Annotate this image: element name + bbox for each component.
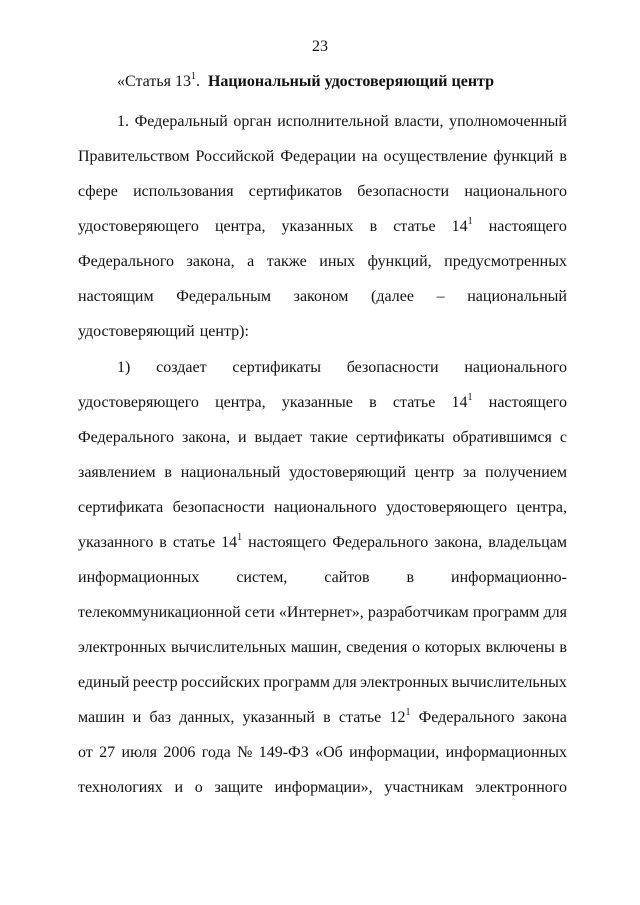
- word: закона,: [182, 429, 231, 446]
- word: российских: [180, 674, 261, 691]
- word: указанные: [281, 394, 353, 411]
- word: уполномоченный: [449, 113, 567, 130]
- paragraph1-line: [78, 322, 567, 342]
- word: в: [559, 639, 567, 656]
- word: получением: [485, 464, 567, 481]
- word: участникам: [384, 779, 464, 796]
- word: на: [361, 148, 378, 165]
- word: такие: [310, 429, 348, 446]
- paragraph2-line: [78, 463, 567, 483]
- paragraph2-line: [78, 778, 567, 798]
- paragraph2-line: [78, 428, 567, 448]
- word: функций,: [367, 253, 432, 270]
- word: настоящего: [488, 218, 567, 235]
- word: использования: [133, 183, 234, 200]
- page-number: 23: [312, 38, 328, 55]
- word: 2006: [163, 744, 196, 761]
- word: вычислительных: [170, 639, 287, 656]
- paragraph2-line: [78, 673, 567, 693]
- word: удостоверяющий: [289, 464, 406, 481]
- word: данных,: [179, 709, 235, 726]
- word: машин,: [290, 639, 342, 656]
- word: для: [333, 674, 357, 691]
- word: с: [559, 429, 567, 446]
- word: $14^1$: [451, 392, 473, 411]
- word: в: [369, 218, 378, 235]
- word: владельцам: [488, 534, 567, 551]
- paragraph2-line: [78, 393, 567, 413]
- word: иных: [319, 253, 356, 270]
- word: указанный: [242, 709, 315, 726]
- word: удостоверяющий: [78, 323, 195, 340]
- paragraph1-line: [78, 147, 567, 167]
- word: в: [323, 709, 331, 726]
- word: Федеральный: [134, 113, 228, 130]
- word: статье: [172, 534, 216, 551]
- word: $12^1$: [389, 707, 411, 726]
- paragraph2-line: [78, 708, 567, 728]
- word: выдает: [254, 429, 303, 446]
- word: (далее: [371, 288, 414, 305]
- word: $14^1$: [451, 216, 473, 235]
- word: и: [238, 429, 247, 446]
- paragraph2-line: [78, 568, 567, 588]
- word: закона: [522, 709, 567, 726]
- word: №: [237, 744, 253, 761]
- word: безопасности: [346, 359, 439, 376]
- article-heading: [117, 72, 494, 92]
- word: июля: [121, 744, 157, 761]
- word: заявлением: [78, 464, 156, 481]
- paragraph1-line: [78, 252, 567, 272]
- word: года: [201, 744, 231, 761]
- paragraph1-line: [78, 287, 567, 307]
- word: 149-ФЗ: [258, 744, 309, 761]
- word: баз: [149, 709, 172, 726]
- word: Федерального: [78, 429, 175, 446]
- word: настоящим: [78, 288, 154, 305]
- word: в: [406, 569, 415, 586]
- word: о: [194, 779, 203, 796]
- word: и: [132, 709, 142, 726]
- word: информационных: [78, 569, 200, 586]
- word: защите: [214, 779, 263, 796]
- word: 27: [99, 744, 116, 761]
- word: которых: [424, 639, 481, 656]
- word: реестр: [132, 674, 178, 691]
- word: электронного: [475, 779, 567, 796]
- word: создает: [156, 359, 207, 376]
- word: удостоверяющего: [78, 218, 199, 235]
- word: Федерального: [418, 709, 515, 726]
- word: за: [462, 464, 477, 481]
- word: национальный: [180, 464, 281, 481]
- word: единый: [78, 674, 130, 691]
- article-number: «Статья $13^1$.: [117, 71, 200, 90]
- word: осуществление: [383, 148, 488, 165]
- paragraph1-line: [78, 182, 567, 202]
- word: исполнительной: [277, 113, 389, 130]
- word: программ: [472, 604, 540, 621]
- word: предусмотренных: [444, 253, 567, 270]
- word: центра,: [215, 394, 266, 411]
- word: о: [411, 639, 420, 656]
- paragraph2-line: [78, 603, 567, 623]
- word: сертификата: [78, 499, 164, 516]
- word: статье: [392, 394, 436, 411]
- word: информации,: [349, 744, 440, 761]
- word: центр):: [199, 323, 249, 340]
- word: сфере: [78, 183, 118, 200]
- word: статье: [393, 218, 436, 235]
- paragraph2-line: [78, 498, 567, 518]
- word: безопасности: [172, 499, 265, 516]
- word: Федерального: [332, 534, 429, 551]
- word: машин: [78, 709, 125, 726]
- word: в: [159, 534, 167, 551]
- word: Федеральным: [176, 288, 271, 305]
- word: обратившимся: [452, 429, 552, 446]
- article-title: Национальный удостоверяющий центр: [207, 73, 494, 90]
- word: Российской: [195, 148, 275, 165]
- word: информации»,: [274, 779, 373, 796]
- word: удостоверяющего: [78, 394, 199, 411]
- word: для: [543, 604, 567, 621]
- word: Федерации: [280, 148, 356, 165]
- word: сведения: [346, 639, 408, 656]
- paragraph2-line: [117, 358, 567, 378]
- word: национального: [274, 499, 377, 516]
- word: статье: [338, 709, 382, 726]
- paragraph1-line: [78, 217, 567, 237]
- word: в: [164, 464, 172, 481]
- word: законом: [293, 288, 349, 305]
- word: технологиях: [78, 779, 163, 796]
- word: указанного: [78, 534, 154, 551]
- word: электронных: [78, 639, 167, 656]
- word: в: [559, 148, 567, 165]
- word: национального: [464, 359, 567, 376]
- paragraph2-line: [78, 638, 567, 658]
- word: информационных: [445, 744, 567, 761]
- word: в: [369, 394, 377, 411]
- word: электронных: [360, 674, 449, 691]
- word: «Об: [315, 744, 343, 761]
- word: сети: [244, 604, 275, 621]
- word: также: [266, 253, 307, 270]
- word: указанных: [281, 218, 354, 235]
- word: сайтов: [324, 569, 370, 586]
- word: Правительством: [78, 148, 190, 165]
- word: 1.: [117, 113, 129, 130]
- word: программ: [263, 674, 330, 691]
- word: включены: [485, 639, 555, 656]
- word: национального: [464, 183, 567, 200]
- paragraph2-line: [78, 533, 567, 553]
- word: сертификаты: [355, 429, 445, 446]
- word: –: [436, 288, 445, 305]
- word: безопасности: [357, 183, 450, 200]
- word: орган: [233, 113, 272, 130]
- word: удостоверяющего: [386, 499, 507, 516]
- word: Федерального: [78, 253, 175, 270]
- word: «Интернет»,: [278, 604, 364, 621]
- word: вычислительных: [451, 674, 567, 691]
- word: функций: [493, 148, 554, 165]
- word: национальный: [467, 288, 567, 305]
- word: сертификаты: [232, 359, 321, 376]
- word: систем,: [236, 569, 288, 586]
- word: центра,: [516, 499, 567, 516]
- word: закона,: [186, 253, 235, 270]
- word: а: [247, 253, 255, 270]
- word: информационно-: [451, 569, 567, 586]
- word: 1): [117, 359, 131, 376]
- word: центра,: [214, 218, 266, 235]
- word: и: [174, 779, 183, 796]
- word: настоящего: [248, 534, 327, 551]
- word: сертификатов: [248, 183, 343, 200]
- word: власти,: [394, 113, 444, 130]
- word: телекоммуникационной: [78, 604, 241, 621]
- word: центр: [414, 464, 455, 481]
- word: $14^1$: [221, 532, 243, 551]
- word: закона,: [434, 534, 483, 551]
- word: от: [78, 744, 93, 761]
- paragraph2-line: [78, 743, 567, 763]
- word: разработчикам: [367, 604, 469, 621]
- word: настоящего: [488, 394, 567, 411]
- paragraph1-line: [117, 112, 567, 132]
